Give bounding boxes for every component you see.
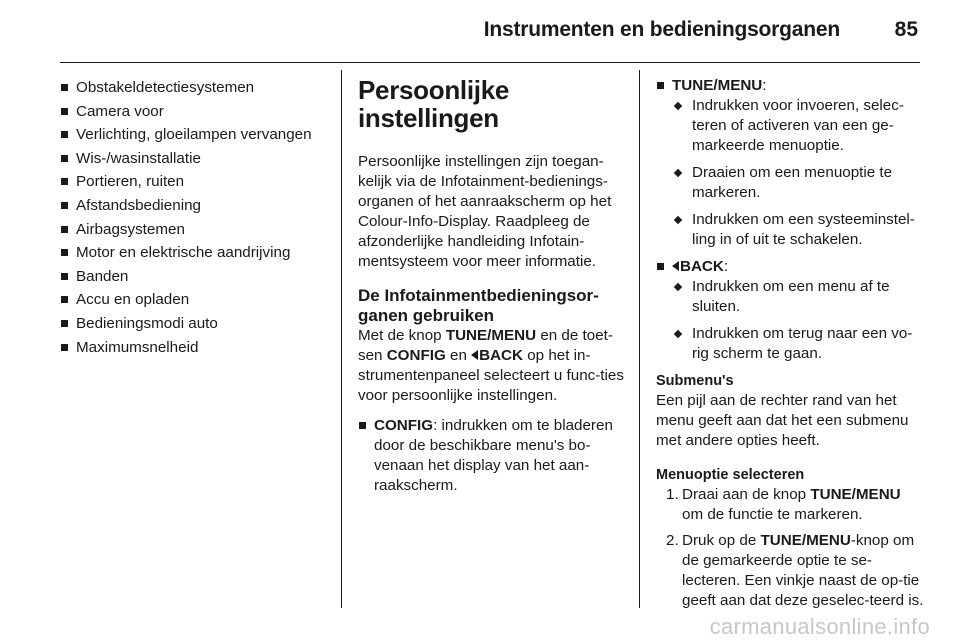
subsection-heading: De Infotainmentbedieningsor-ganen gebruiken xyxy=(358,286,599,325)
back-actions xyxy=(672,277,924,364)
config-list xyxy=(358,416,626,496)
page-number: 85 xyxy=(894,18,918,41)
list-item: Draaien om een menuoptie te markeren. xyxy=(672,163,924,203)
back-label-text: BACK xyxy=(479,347,523,364)
colon: : xyxy=(723,258,729,275)
list-item: Afstandsbediening xyxy=(60,196,336,216)
list-item: Wis-/wasinstallatie xyxy=(60,149,336,169)
step-item xyxy=(656,531,924,611)
text-run: Met de knop xyxy=(358,327,446,344)
column-1 xyxy=(60,78,336,361)
step-number: 2. xyxy=(666,532,679,549)
back-arrow-icon xyxy=(672,261,679,271)
text-run: en de toet-sen xyxy=(358,327,613,364)
config-bullet-label: CONFIG xyxy=(374,417,434,434)
list-item: Indrukken om een menu af te sluiten. xyxy=(672,277,924,317)
header-rule xyxy=(60,62,920,63)
submenus-heading: Submenu's xyxy=(656,373,734,389)
list-item: Motor en elektrische aandrijving xyxy=(60,243,336,263)
tune-menu-label: TUNE/MENU xyxy=(672,77,763,94)
tune-menu-actions xyxy=(672,96,924,250)
list-item: Portieren, ruiten xyxy=(60,172,336,192)
steps-list xyxy=(656,485,924,611)
list-item xyxy=(656,257,924,364)
list-item: Bedieningsmodi auto xyxy=(60,314,336,334)
list-item: Indrukken voor invoeren, selec-teren of activeren van een ge-markeerde menuoptie. xyxy=(672,96,924,156)
step-number: 1. xyxy=(666,486,679,503)
column-2 xyxy=(358,76,626,500)
colon: : xyxy=(762,77,767,94)
list-item: Accu en opladen xyxy=(60,290,336,310)
list-item xyxy=(358,416,626,496)
section-heading: Persoonlijke instellingen xyxy=(358,75,510,133)
back-label xyxy=(471,347,523,364)
column-divider-right xyxy=(639,70,640,608)
tune-menu-label: TUNE/MENU xyxy=(760,532,851,549)
intro-paragraph: Persoonlijke instellingen zijn toegan-kelijk via de Infotainment-bedienings-organen of het aanraakscherm op het Colour-Info-Display. Raadpleeg de afzonderlijke handleiding Infotain-mentsysteem voor meer informatie. xyxy=(358,153,612,270)
text-run: -knop om de gemarkeerde optie te se-lecteren. Een vinkje naast de op-tie geeft aan dat deze geselec-teerd is. xyxy=(682,532,924,609)
text-run: op het in-strumentenpaneel selecteert u func-ties voor persoonlijke instellingen. xyxy=(358,347,624,404)
text-run: Druk op de xyxy=(682,532,761,549)
text-run: en xyxy=(445,347,472,364)
list-item: Airbagsystemen xyxy=(60,220,336,240)
watermark: carmanualsonline.info xyxy=(709,614,930,639)
submenus-paragraph: Een pijl aan de rechter rand van het menu geeft aan dat het een submenu met andere opties heeft. xyxy=(656,392,909,449)
list-item: Indrukken om terug naar een vo-rig scherm te gaan. xyxy=(672,324,924,364)
list-item: Verlichting, gloeilampen vervangen xyxy=(60,125,336,145)
list-item: Obstakeldetectiesystemen xyxy=(60,78,336,98)
text-run: om de functie te markeren. xyxy=(682,506,863,523)
list-item xyxy=(656,76,924,250)
select-heading: Menuoptie selecteren xyxy=(656,467,805,483)
back-arrow-icon xyxy=(471,350,478,360)
text-run: Draai aan de knop xyxy=(682,486,811,503)
column-3 xyxy=(656,76,924,617)
tune-menu-label: TUNE/MENU xyxy=(445,327,537,344)
config-label: CONFIG xyxy=(386,347,446,364)
topic-list xyxy=(60,78,336,358)
tune-menu-label: TUNE/MENU xyxy=(810,486,901,503)
list-item: Camera voor xyxy=(60,102,336,122)
list-item: Banden xyxy=(60,267,336,287)
control-list xyxy=(656,76,924,364)
step-item xyxy=(656,485,924,525)
back-label-text: BACK xyxy=(680,258,724,275)
config-bullet-text: : indrukken om te bladeren door de beschikbare menu's bo-venaan het display van het aan-raakscherm. xyxy=(374,417,613,494)
list-item: Maximumsnelheid xyxy=(60,338,336,358)
list-item: Indrukken om een systeeminstel-ling in of uit te schakelen. xyxy=(672,210,924,250)
header-title: Instrumenten en bedieningsorganen xyxy=(483,18,840,41)
back-label xyxy=(672,258,724,275)
column-divider-left xyxy=(341,70,342,608)
controls-paragraph xyxy=(358,326,626,406)
